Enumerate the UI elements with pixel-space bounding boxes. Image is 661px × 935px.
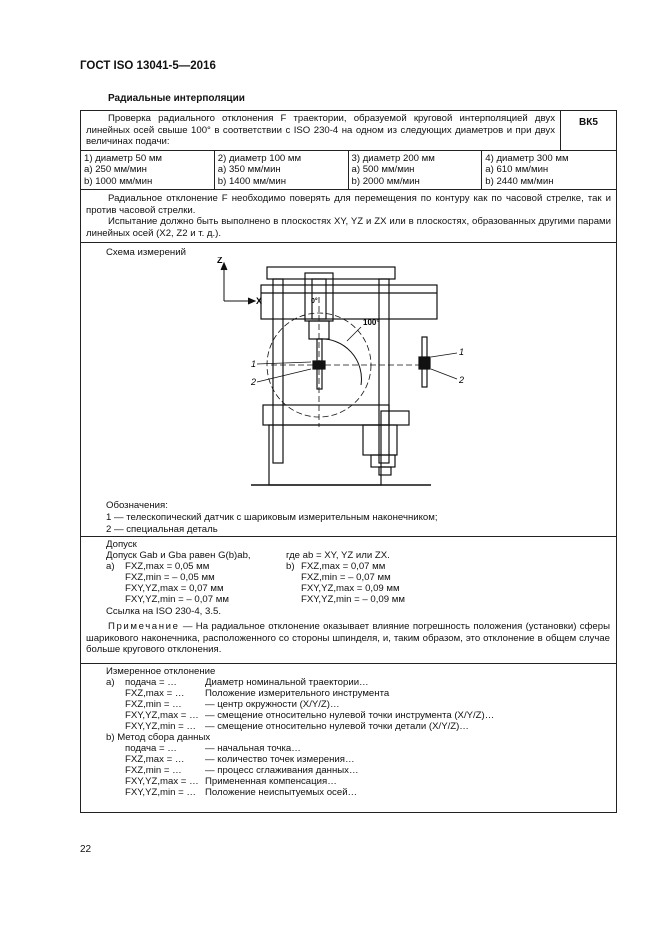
- diagram-title: Схема измерений: [106, 247, 186, 258]
- measured-a-label: a): [106, 677, 115, 688]
- machine-schematic: [211, 257, 471, 499]
- option-diameter: 1) диаметр 50 мм: [84, 152, 163, 164]
- legend-item-1: 1 — телескопический датчик с шариковым измерительным наконечником;: [106, 512, 438, 523]
- note-text: — На радиальное отклонение оказывает влияние погрешность положения (установки) сферы шарикового наконечника, расположенного со стороны шпинделя, и, таким образом, это отклонение в общем случае больше кругового отклонения.: [86, 621, 610, 655]
- tolerance-block: [81, 537, 616, 663]
- section-title: Радиальные интерполяции: [108, 93, 245, 104]
- tolerance-b-value: FXY,YZ,max = 0,09 мм: [301, 583, 400, 594]
- measured-value: — центр окружности (X/Y/Z)…: [205, 699, 340, 710]
- option-feed-a: a) 500 мм/мин: [351, 164, 415, 175]
- measured-key: подача = …: [125, 743, 177, 754]
- tolerance-title: Допуск: [106, 539, 137, 550]
- note-label: Примечание: [108, 621, 180, 632]
- measured-key: FXY,YZ,min = …: [125, 721, 196, 732]
- measured-key: FXZ,min = …: [125, 765, 182, 776]
- measured-value: Положение неиспытуемых осей…: [205, 787, 358, 798]
- tolerance-b-value: FXZ,min = – 0,07 мм: [301, 572, 391, 583]
- option-3: [349, 151, 483, 190]
- tolerance-text: Допуск Gab и Gba равен G(b)ab,: [106, 550, 251, 561]
- measured-value: Примененная компенсация…: [205, 776, 337, 787]
- measured-key: FXZ,max = …: [125, 688, 185, 699]
- legend-item-2: 2 — специальная деталь: [106, 524, 218, 535]
- option-2: [215, 151, 349, 190]
- option-feed-a: a) 350 мм/мин: [217, 164, 281, 175]
- measured-key: FXY,YZ,max = …: [125, 710, 199, 721]
- measured-b-title: b) Метод сбора данных: [106, 732, 211, 743]
- option-feed-a: a) 610 мм/мин: [485, 164, 549, 175]
- axis-z-label: Z: [217, 257, 223, 265]
- measured-key: подача = …: [125, 677, 177, 688]
- option-1: [81, 151, 215, 190]
- diameter-options: [81, 151, 616, 190]
- test-description: Проверка радиального отклонения F траектории, образуемой круговой интерполяцией двух линейных осей свыше 100° в соответствии с ISO 230-4 на одном из следующих диаметров и при двух величинах подачи:: [86, 113, 555, 147]
- measured-key: FXY,YZ,min = …: [125, 787, 196, 798]
- tolerance-b-value: FXY,YZ,min = – 0,09 мм: [301, 594, 405, 605]
- document-header: ГОСТ ISO 13041-5—2016: [80, 60, 216, 72]
- angle-label: 100°: [363, 318, 380, 327]
- callout-2-right: 2: [459, 375, 465, 385]
- measured-value: Положение измерительного инструмента: [205, 688, 390, 699]
- test-description-cell: [81, 111, 561, 151]
- measured-row: [81, 664, 617, 813]
- measured-value: — смещение относительно нулевой точки детали (X/Y/Z)…: [205, 721, 469, 732]
- legend-title: Обозначения:: [106, 500, 168, 511]
- diagram-row: [81, 243, 617, 537]
- tolerance-a-value: FXZ,max = 0,05 мм: [125, 561, 210, 572]
- option-feed-b: b) 2000 мм/мин: [351, 175, 420, 187]
- tolerance-a-label: a): [106, 561, 115, 572]
- axis-indicator: [221, 263, 255, 304]
- note-planes: Испытание должно быть выполнено в плоскостях XY, YZ и ZX или в плоскостях, образованных другими парами линейных осей (X2, Z2 и т. д.).: [86, 216, 611, 239]
- option-diameter: 2) диаметр 100 мм: [217, 152, 302, 164]
- tolerance-a-value: FXZ,min = – 0,05 мм: [125, 572, 215, 583]
- measured-key: FXY,YZ,max = …: [125, 776, 199, 787]
- test-code: ВК5: [579, 117, 598, 128]
- tolerance-where: где ab = XY, YZ или ZX.: [286, 550, 390, 561]
- tolerance-row: [81, 537, 617, 664]
- diameter-options-row: [81, 150, 617, 190]
- small-angle-label: 0°: [311, 298, 318, 305]
- angle-leader: [347, 327, 361, 341]
- option-diameter: 4) диаметр 300 мм: [485, 152, 569, 164]
- measured-block: [81, 664, 616, 812]
- machine-frame: [251, 267, 437, 485]
- diagram-legend: [106, 500, 438, 536]
- measured-key: FXZ,max = …: [125, 754, 185, 765]
- measured-value: — смещение относительно нулевой точки инструмента (X/Y/Z)…: [205, 710, 495, 721]
- callout-2: 2: [251, 377, 257, 387]
- test-table: [80, 110, 617, 813]
- tolerance-reference: Ссылка на ISO 230-4, 3.5.: [106, 606, 221, 617]
- page-number: 22: [80, 844, 92, 855]
- tolerance-a-value: FXY,YZ,max = 0,07 мм: [125, 583, 224, 594]
- interpolation-path: [267, 297, 426, 427]
- note-direction: Радиальное отклонение F необходимо поверять для перемещения по контуру как по часовой стрелке, так и против часовой стрелки.: [86, 193, 611, 216]
- measured-title: Измеренное отклонение: [106, 666, 216, 677]
- tolerance-b-label: b): [286, 561, 295, 572]
- measured-key: FXZ,min = …: [125, 699, 182, 710]
- option-feed-b: b) 1000 мм/мин: [84, 175, 153, 187]
- measured-value: — начальная точка…: [205, 743, 301, 754]
- tolerance-note: [86, 621, 610, 656]
- measurement-diagram: [81, 243, 616, 536]
- option-feed-a: a) 250 мм/мин: [84, 164, 147, 175]
- axis-x-label: X: [256, 296, 263, 306]
- tolerance-line-1: [106, 550, 251, 561]
- measured-value: Диаметр номинальной траектории…: [205, 677, 369, 688]
- option-diameter: 3) диаметр 200 мм: [351, 152, 435, 164]
- callout-1-right: 1: [459, 347, 465, 357]
- measured-value: — процесс сглаживания данных…: [205, 765, 359, 776]
- notes-row: [81, 190, 617, 243]
- option-feed-b: b) 2440 мм/мин: [485, 175, 554, 187]
- test-code-cell: [561, 111, 617, 151]
- option-4: [482, 151, 616, 190]
- option-feed-b: b) 1400 мм/мин: [217, 175, 287, 187]
- tolerance-b-value: FXZ,max = 0,07 мм: [301, 561, 386, 572]
- callout-1: 1: [251, 359, 257, 369]
- measured-value: — количество точек измерения…: [205, 754, 355, 765]
- tolerance-a-value: FXY,YZ,min = – 0,07 мм: [125, 594, 229, 605]
- special-part: [419, 337, 430, 387]
